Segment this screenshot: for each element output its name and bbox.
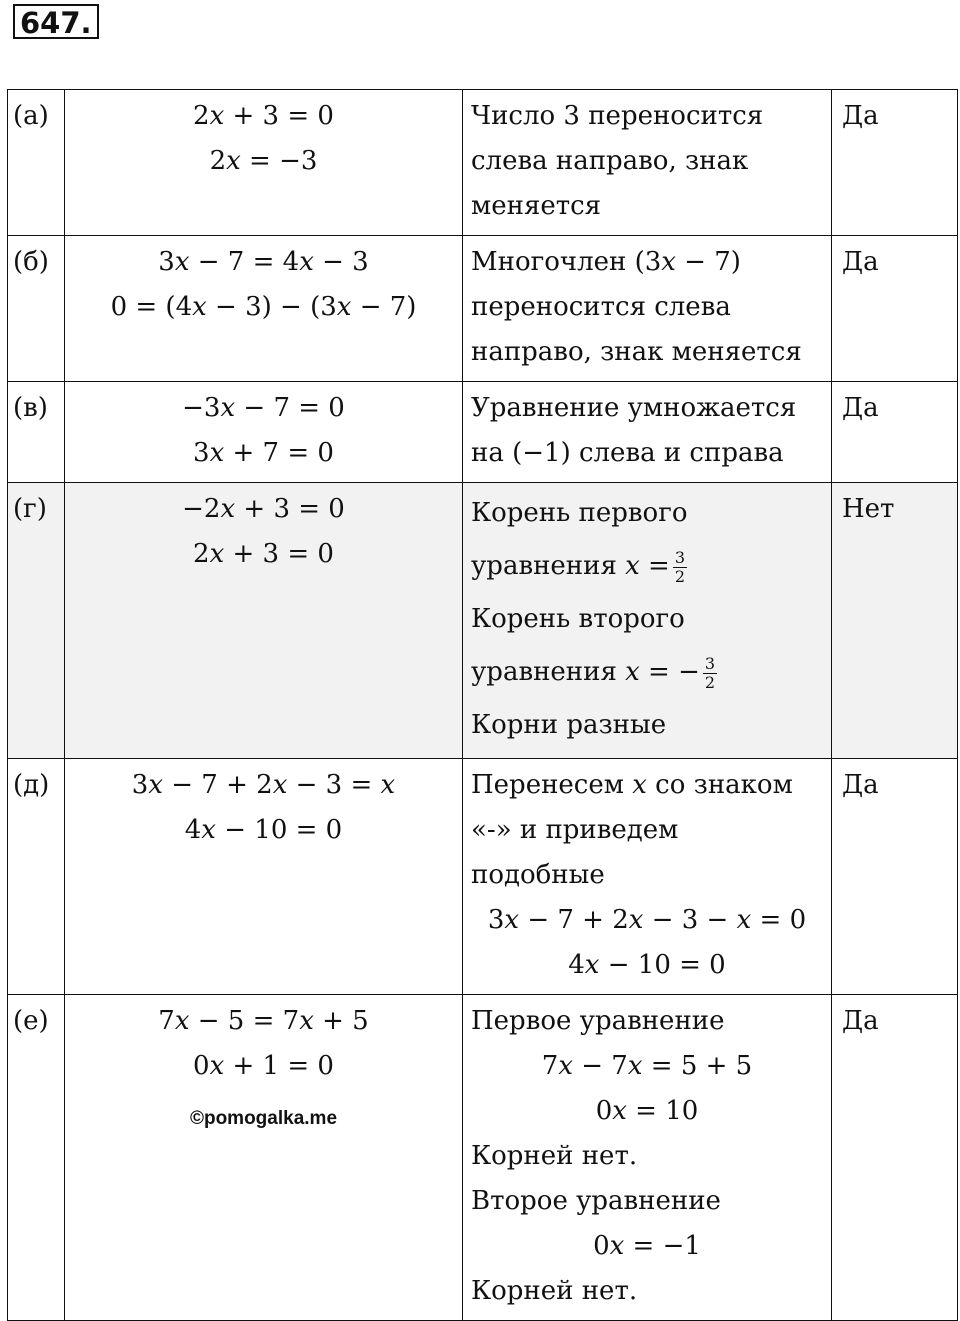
explanation-line: подобные — [471, 860, 605, 890]
equation-1: 7𝑥 − 5 = 7𝑥 + 5 — [158, 1006, 369, 1036]
explanation-cell — [463, 90, 832, 236]
equation-1: 3𝑥 − 7 + 2𝑥 − 3 = 𝑥 — [131, 770, 396, 800]
equations-cell — [65, 382, 463, 483]
explanation-line — [471, 646, 823, 699]
row-label: (в) — [8, 382, 65, 483]
explanation-cell — [463, 759, 832, 995]
row-label: (г) — [8, 483, 65, 759]
watermark: ©pomogalka.me — [189, 1108, 338, 1129]
answer-cell: Да — [832, 995, 958, 1321]
explanation-line: слева направо, знак — [471, 146, 749, 176]
row-label: (б) — [8, 236, 65, 382]
table-row — [8, 236, 958, 382]
answer-cell: Да — [832, 90, 958, 236]
fraction-denominator: 2 — [704, 672, 716, 692]
explanation-line: Корней нет. — [471, 1141, 638, 1171]
equation-1: 3𝑥 − 7 = 4𝑥 − 3 — [158, 247, 369, 277]
explanation-equation: 3𝑥 − 7 + 2𝑥 − 3 − 𝑥 = 0 — [487, 905, 807, 935]
fraction-numerator: 3 — [704, 653, 716, 673]
table-row — [8, 995, 958, 1321]
equation-1: −2𝑥 + 3 = 0 — [182, 494, 345, 524]
row-label: (а) — [8, 90, 65, 236]
equation-2: 2𝑥 = −3 — [209, 146, 318, 176]
equations-cell — [65, 483, 463, 759]
explanation-line: переносится слева — [471, 292, 731, 322]
answer-cell: Да — [832, 759, 958, 995]
explanation-line: Многочлен (3𝑥 − 7) — [471, 247, 741, 277]
equation-1: −3𝑥 − 7 = 0 — [182, 393, 345, 423]
solution-table — [7, 89, 958, 1321]
problem-number: 647. — [13, 4, 99, 39]
explanation-equation: 7𝑥 − 7𝑥 = 5 + 5 — [541, 1051, 753, 1081]
table-row — [8, 382, 958, 483]
explanation-line: Корень первого — [471, 498, 688, 528]
equation-2: 0𝑥 + 1 = 0 — [193, 1051, 334, 1081]
equation-1: 2𝑥 + 3 = 0 — [193, 101, 334, 131]
fraction-numerator: 3 — [674, 547, 686, 567]
explanation-cell — [463, 483, 832, 759]
explanation-line: направо, знак меняется — [471, 337, 802, 367]
explanation-line — [471, 540, 823, 593]
explanation-cell — [463, 382, 832, 483]
fraction-denominator: 2 — [674, 566, 686, 586]
equation-2: 3𝑥 + 7 = 0 — [193, 438, 334, 468]
equations-cell — [65, 236, 463, 382]
explanation-line: Корень второго — [471, 604, 685, 634]
explanation-line: Перенесем 𝑥 со знаком — [471, 770, 793, 800]
root-text: уравнения 𝑥 = − — [471, 657, 700, 687]
table-row — [8, 90, 958, 236]
equations-cell — [65, 995, 463, 1321]
explanation-line: на (−1) слева и справа — [471, 438, 784, 468]
explanation-cell — [463, 236, 832, 382]
table-row — [8, 759, 958, 995]
root-text: уравнения 𝑥 = — [471, 551, 670, 581]
fraction — [673, 549, 687, 586]
explanation-line: Первое уравнение — [471, 1006, 725, 1036]
answer-cell: Да — [832, 382, 958, 483]
table-row — [8, 483, 958, 759]
equations-cell — [65, 759, 463, 995]
row-label: (д) — [8, 759, 65, 995]
answer-cell: Да — [832, 236, 958, 382]
explanation-cell — [463, 995, 832, 1321]
equation-2: 2𝑥 + 3 = 0 — [193, 539, 334, 569]
explanation-equation: 0𝑥 = 10 — [595, 1096, 699, 1126]
row-label: (е) — [8, 995, 65, 1321]
answer-cell: Нет — [832, 483, 958, 759]
explanation-equation: 4𝑥 − 10 = 0 — [568, 950, 726, 980]
explanation-line: Число 3 переносится — [471, 101, 764, 131]
equation-2: 0 = (4𝑥 − 3) − (3𝑥 − 7) — [110, 292, 417, 322]
explanation-line: «-» и приведем — [471, 815, 679, 845]
fraction — [703, 655, 717, 692]
explanation-line: Уравнение умножается — [471, 393, 797, 423]
explanation-line: Корни разные — [471, 710, 667, 740]
explanation-line: Корней нет. — [471, 1276, 638, 1306]
explanation-line: Второе уравнение — [471, 1186, 721, 1216]
explanation-equation: 0𝑥 = −1 — [593, 1231, 701, 1261]
explanation-line: меняется — [471, 191, 602, 221]
equations-cell — [65, 90, 463, 236]
equation-2: 4𝑥 − 10 = 0 — [184, 815, 343, 845]
